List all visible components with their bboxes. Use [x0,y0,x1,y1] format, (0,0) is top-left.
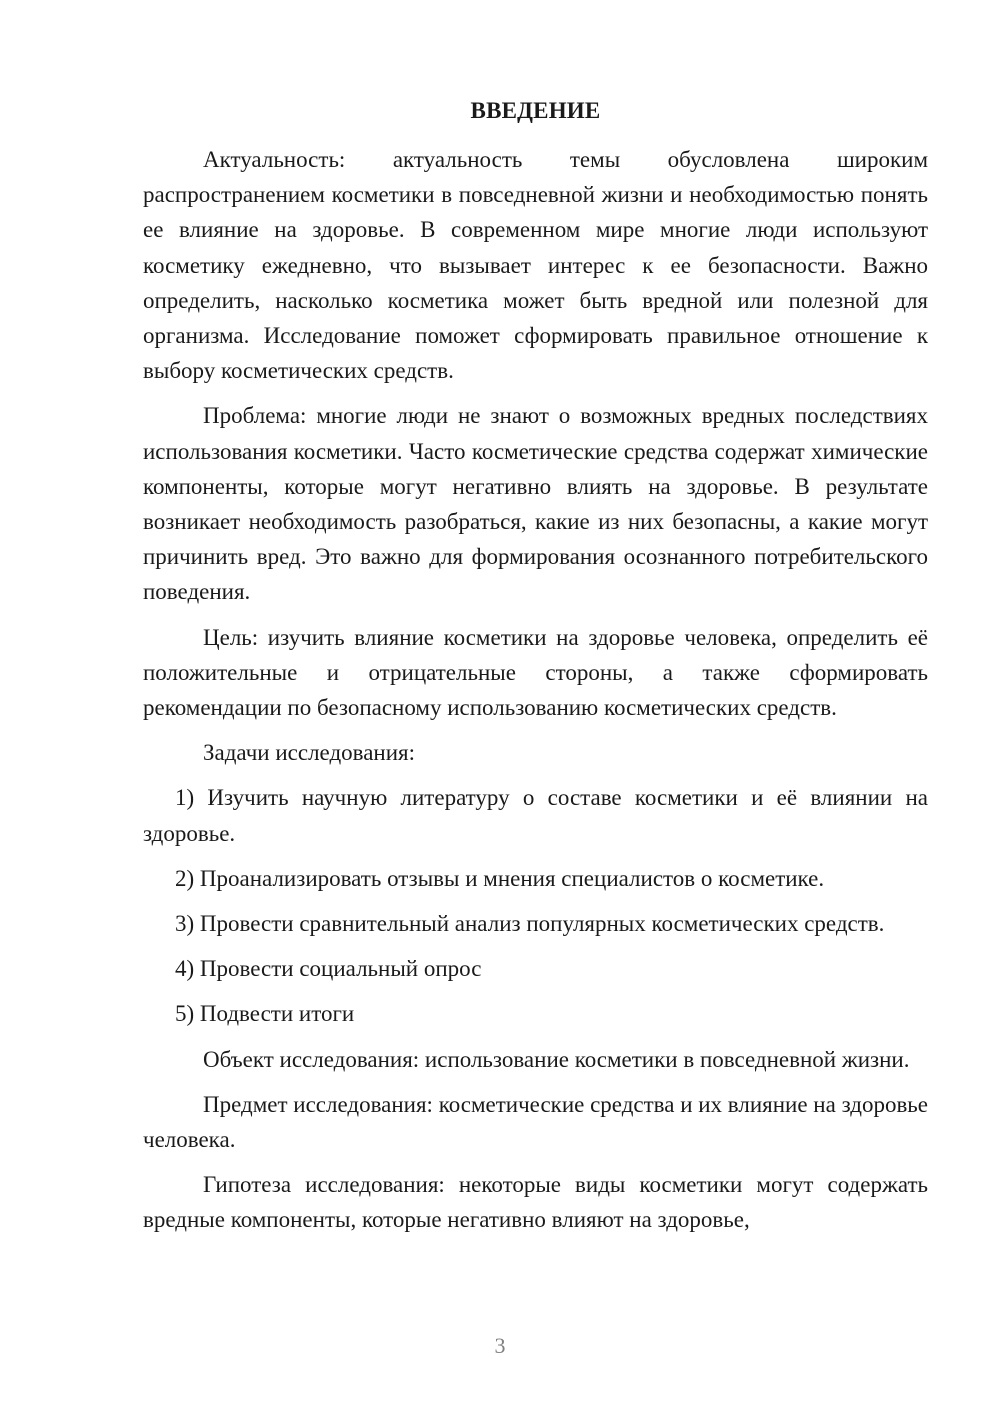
paragraph-hypothesis: Гипотеза исследования: некоторые виды косметики могут содержать вредные компоненты, которые негативно влияют на здоровье, [143,1172,928,1233]
paragraph-object: Объект исследования: использование косметики в повседневной жизни. [203,1046,910,1072]
paragraph-relevance: Актуальность: актуальность темы обусловлена широким распространением косметики в повседневной жизни и необходимостью понять ее влияние на здоровье. В современном мире многие люди используют косметику ежедневно, что вызывает интерес к ее безопасности. Важно определить, насколько косметика может быть вредной или полезной для организма. Исследование поможет сформировать правильное отношение к выбору косметических средств. [143,147,928,384]
task-item-3: 3) Провести сравнительный анализ популярных косметических средств. [175,911,885,937]
paragraph-problem: Проблема: многие люди не знают о возможных вредных последствиях использования косметики. Часто косметические средства содержат химические компоненты, которые могут негативно влиять на здоровье. В результате возникает необходимость разобраться, какие из них безопасны, а какие могут причинить вред. Это важно для формирования осознанного потребительского поведения. [143,403,928,605]
page-number: 3 [494,1333,506,1358]
paragraph-goal: Цель: изучить влияние косметики на здоровье человека, определить её положительные и отрицательные стороны, а также сформировать рекомендации по безопасному использованию косметических средств. [143,624,928,721]
paragraph-subject: Предмет исследования: косметические средства и их влияние на здоровье человека. [143,1091,929,1153]
task-item-2: 2) Проанализировать отзывы и мнения специалистов о косметике. [175,865,825,891]
task-item-4: 4) Провести социальный опрос [175,956,482,982]
section-heading: ВВЕДЕНИЕ [470,98,601,123]
document-page [143,96,928,1248]
task-item-5: 5) Подвести итоги [175,1001,355,1027]
paragraph-tasks-title: Задачи исследования: [203,740,416,766]
task-item-1: 1) Изучить научную литературу о составе косметики и её влиянии на здоровье. [143,785,928,846]
